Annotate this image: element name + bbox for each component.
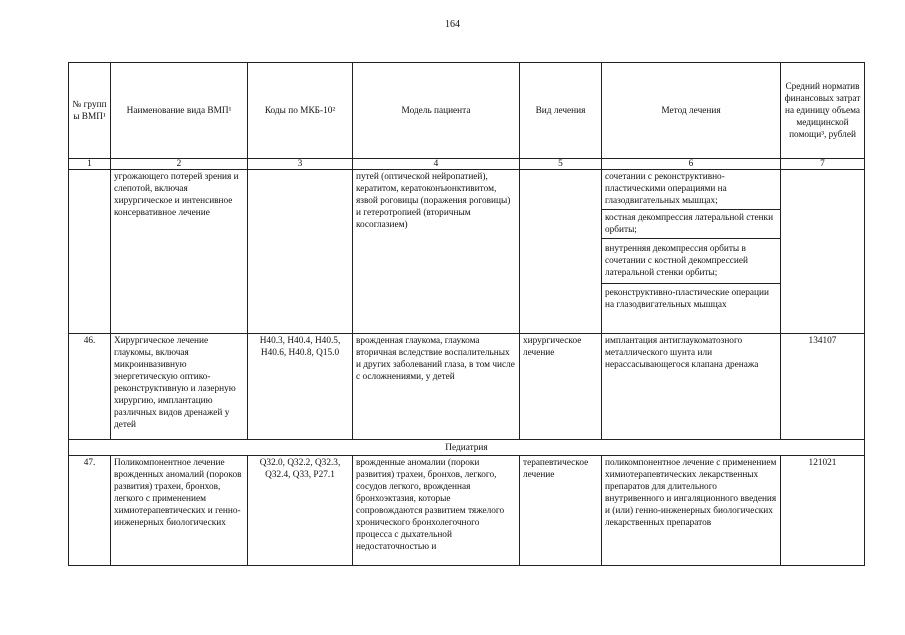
cell-treatment-method: поликомпонентное лечение с применением химиотерапевтических лекарственных препаратов для длительного внутривенного и ингаляционного введения и (или) генно-инженерных биологических лекарственных препаратов xyxy=(602,456,781,566)
cell-icd-codes: Q32.0, Q32.2, Q32.3, Q32.4, Q33, P27.1 xyxy=(248,456,353,566)
header-patient-model: Модель пациента xyxy=(353,63,520,159)
cell-cost xyxy=(781,170,865,334)
column-number-row xyxy=(69,159,865,170)
cell-treatment-method: имплантация антиглаукоматозного металлического шунта или нерассасывающегося клапана дренажа xyxy=(602,334,781,440)
header-treatment-type: Вид лечения xyxy=(520,63,602,159)
column-number: 5 xyxy=(520,159,602,170)
cell-group-number: 47. xyxy=(69,456,111,566)
method-item: реконструктивно-пластические операции на глазодвигательных мышцах xyxy=(605,288,769,310)
cell-icd-codes: H40.3, H40.4, H40.5, H40.6, H40.8, Q15.0 xyxy=(248,334,353,440)
method-item: внутренняя декомпрессия орбиты в сочетании с костной декомпрессией латеральной стенки орбиты; xyxy=(602,239,780,284)
cell-icd-codes xyxy=(248,170,353,334)
column-number: 3 xyxy=(248,159,353,170)
cell-treatment-type: хирургическое лечение xyxy=(520,334,602,440)
cell-vmp-name: Хирургическое лечение глаукомы, включая микроинвазивную энергетическую оптико-реконструктивную и лазерную хирургию, имплантацию различных видов дренажей у детей xyxy=(111,334,248,440)
section-title: Педиатрия xyxy=(69,440,865,456)
cell-group-number xyxy=(69,170,111,334)
method-item: сочетании с реконструктивно-пластическими операциями на глазодвигательных мышцах; xyxy=(602,170,780,210)
cell-treatment-method xyxy=(602,170,781,334)
cell-vmp-name: угрожающего потерей зрения и слепотой, включая хирургическое и интенсивное консервативное лечение xyxy=(111,170,248,334)
header-cost-norm: Средний норматив финансовых затрат на единицу объема медицинской помощи³, рублей xyxy=(781,63,865,159)
cell-cost: 121021 xyxy=(781,456,865,566)
header-vmp-name: Наименование вида ВМП¹ xyxy=(111,63,248,159)
column-number: 1 xyxy=(69,159,111,170)
column-number: 2 xyxy=(111,159,248,170)
header-icd-codes: Коды по МКБ-10² xyxy=(248,63,353,159)
header-treatment-method: Метод лечения xyxy=(602,63,781,159)
cell-patient-model: путей (оптической нейропатией), кератитом, кератоконъюнктивитом, язвой роговицы (поражения роговицы) и гетеротропией (вторичным косоглазием) xyxy=(353,170,520,334)
vmp-table xyxy=(68,62,865,566)
header-group-number: № групп ы ВМП¹ xyxy=(69,63,111,159)
cell-treatment-type xyxy=(520,170,602,334)
table-row-46 xyxy=(69,334,865,440)
cell-vmp-name: Поликомпонентное лечение врожденных аномалий (пороков развития) трахеи, бронхов, легкого с применением химиотерапевтических и генно-инженерных биологических xyxy=(111,456,248,566)
page-number: 164 xyxy=(445,19,460,30)
method-item: костная декомпрессия латеральной стенки орбиты; xyxy=(602,210,780,239)
column-number: 4 xyxy=(353,159,520,170)
cell-treatment-type: терапевтическое лечение xyxy=(520,456,602,566)
cell-patient-model: врожденная глаукома, глаукома вторичная вследствие воспалительных и других заболеваний глаза, в том числе с осложнениями, у детей xyxy=(353,334,520,440)
header-row xyxy=(69,63,865,159)
column-number: 6 xyxy=(602,159,781,170)
cell-cost: 134107 xyxy=(781,334,865,440)
cell-group-number: 46. xyxy=(69,334,111,440)
table-row-47 xyxy=(69,456,865,566)
table-row-continued xyxy=(69,170,865,334)
cell-patient-model: врожденные аномалии (пороки развития) трахеи, бронхов, легкого, сосудов легкого, врожденная бронхоэктазия, которые сопровождаются развитием тяжелого хронического бронхолегочного процесса с дыхательной недостаточностью и xyxy=(353,456,520,566)
column-number: 7 xyxy=(781,159,865,170)
section-row xyxy=(69,440,865,456)
